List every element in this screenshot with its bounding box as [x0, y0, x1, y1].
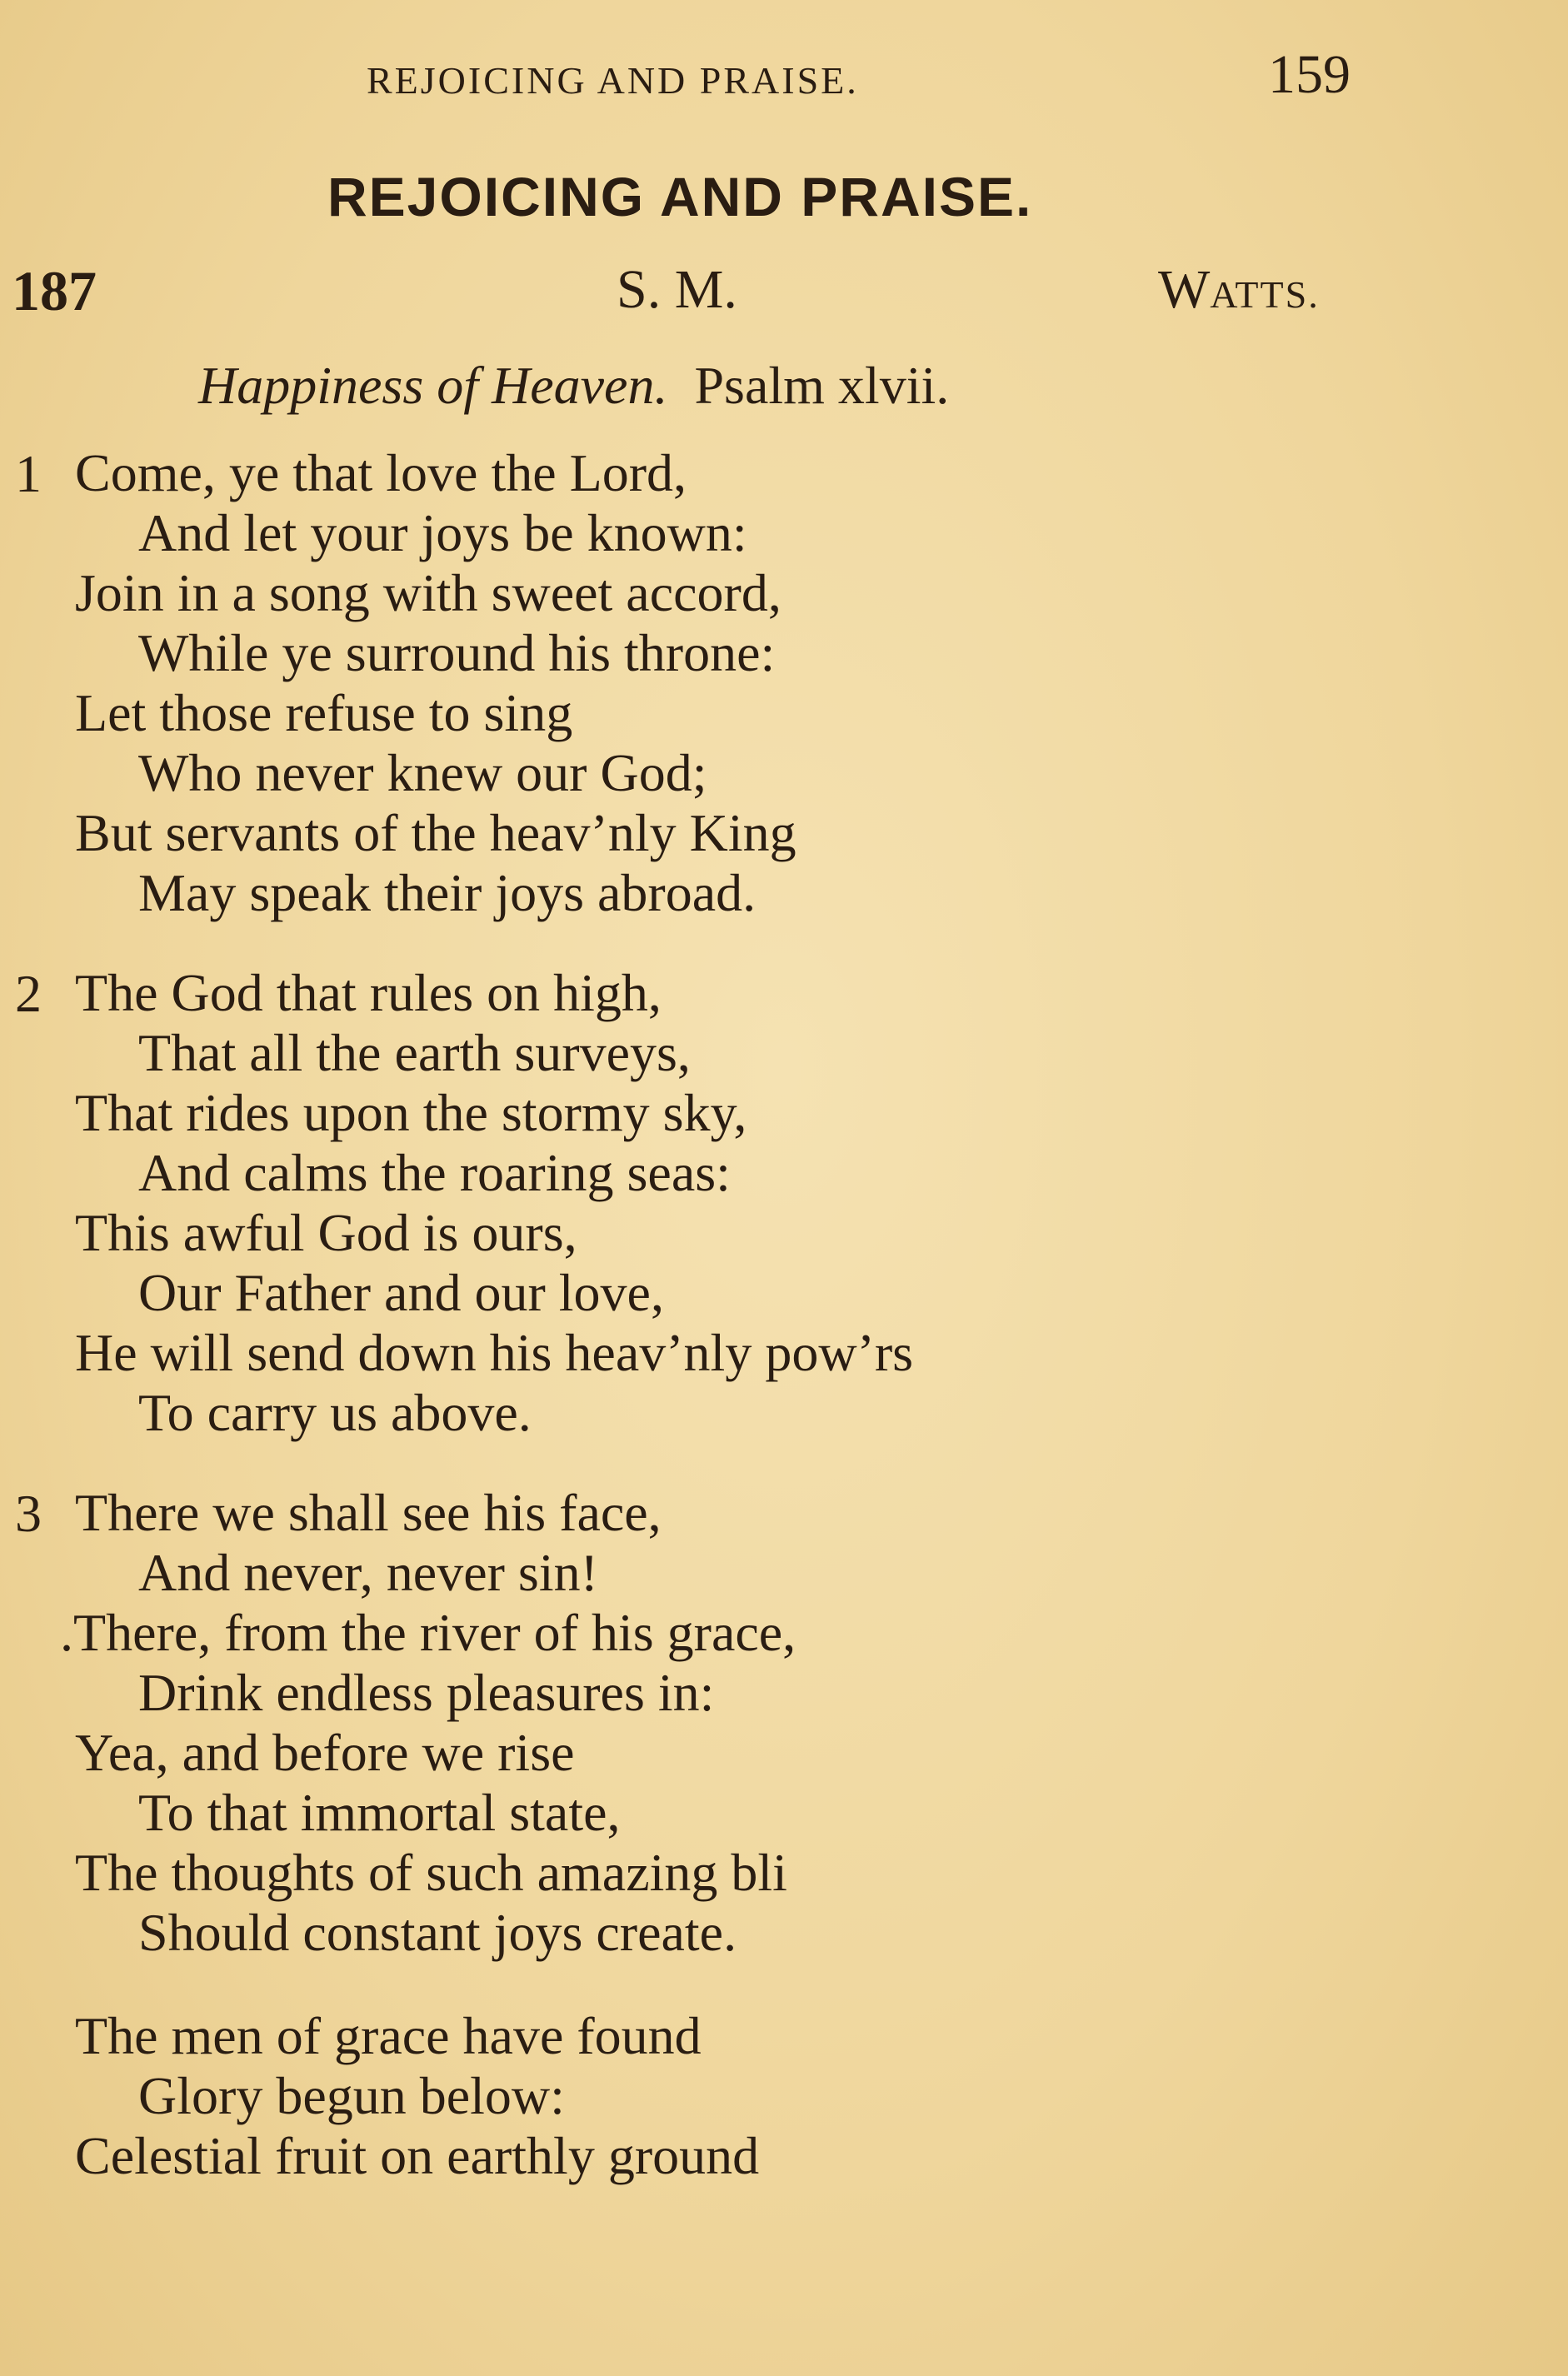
verse-line: And calms the roaring seas:	[138, 1143, 731, 1202]
subtitle-title: Happiness of Heaven.	[198, 356, 668, 415]
verse-line: To carry us above.	[138, 1383, 532, 1442]
hymn-author	[1158, 258, 1320, 322]
stanza-number: 2	[15, 964, 42, 1023]
hymn-meter: S. M.	[617, 259, 737, 320]
verse-line: That all the earth surveys,	[138, 1023, 691, 1082]
verse-line: But servants of the heav’nly King	[75, 803, 796, 862]
verse-line: Yea, and before we rise	[75, 1723, 575, 1782]
verse-line: Drink endless pleasures in:	[138, 1663, 715, 1722]
stanza-number: 3	[15, 1484, 42, 1543]
verse-line: There we shall see his face,	[75, 1483, 662, 1542]
hymn-number: 187	[12, 259, 97, 322]
verse-line: And never, never sin!	[138, 1543, 598, 1602]
verse-line: The men of grace have found	[75, 2006, 702, 2065]
subtitle-reference: Psalm xlvii.	[694, 356, 950, 415]
verse-line: Celestial fruit on earthly ground	[75, 2126, 760, 2185]
verse-line: To that immortal state,	[138, 1783, 621, 1842]
running-head: REJOICING AND PRAISE.	[367, 59, 859, 102]
verse-line: The God that rules on high,	[75, 963, 662, 1022]
author-rest: ATTS.	[1210, 273, 1320, 316]
author-initial: W	[1158, 259, 1211, 320]
verse-line: The thoughts of such amazing bli	[75, 1843, 787, 1902]
hymn-subtitle	[198, 355, 949, 417]
section-title: REJOICING AND PRAISE.	[327, 166, 1033, 227]
verse-line: Join in a song with sweet accord,	[75, 563, 782, 622]
verse-line: And let your joys be known:	[138, 503, 747, 562]
stanza-number: 1	[15, 444, 42, 503]
verse-line: This awful God is ours,	[75, 1203, 577, 1262]
verse-line: .There, from the river of his grace,	[60, 1603, 796, 1662]
verse-line: While ye surround his throne:	[138, 623, 776, 682]
verse-line: Who never knew our God;	[138, 743, 707, 802]
verse-line: Come, ye that love the Lord,	[75, 443, 687, 502]
verse-line: He will send down his heav’nly pow’rs	[75, 1323, 914, 1382]
verse-line: Our Father and our love,	[138, 1263, 664, 1322]
page-number: 159	[1268, 44, 1351, 105]
verse-line: Let those refuse to sing	[75, 683, 573, 742]
verse-line: Should constant joys create.	[138, 1903, 737, 1962]
verse-line: That rides upon the stormy sky,	[75, 1083, 747, 1142]
verse-line: Glory begun below:	[138, 2066, 565, 2125]
verse-line: May speak their joys abroad.	[138, 863, 757, 922]
